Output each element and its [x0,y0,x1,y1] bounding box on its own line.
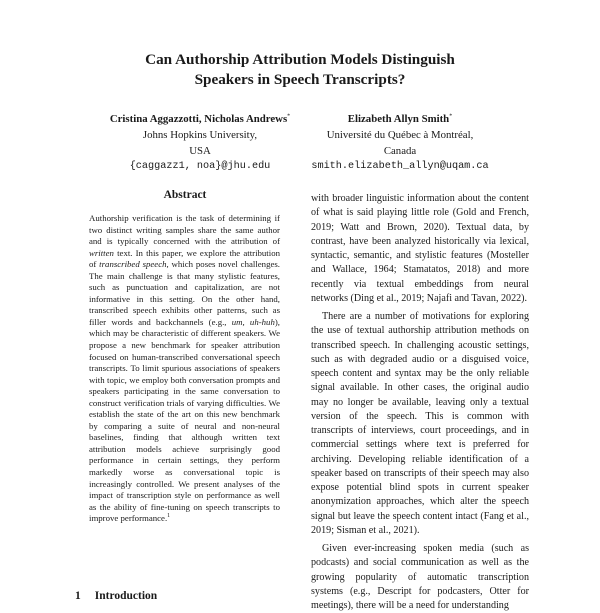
body-paragraph: Given ever-increasing spoken media (such as podcasts) and social communication as well as the growing popularity of automatic transcription systems (e.g., Descript for podcasters, Otter for meetings), there will be a need for understanding [311,543,529,611]
title-line-2: Speakers in Speech Transcripts? [194,71,406,88]
abstract-emphasis: um, uh-huh [231,316,275,327]
abstract-text: Authorship verification is the task of determining if two distinct writing samples share the same author and is typically concerned with the attribution of [89,213,280,247]
author-block-uqam [285,111,515,175]
author-country: Canada [383,145,417,157]
author-names-text: Cristina Aggazzotti, Nicholas Andrews [109,113,288,125]
abstract-text: text. In this paper, we explore the attribution of [89,247,280,270]
title-line-1: Can Authorship Attribution Models Distinguish [145,51,455,68]
body-paragraph: with broader linguistic information about the content of what is said playing little role (Gold and French, 2019; Watt and Brown, 2020). Textual data, by contrast, have been analyzed historically via lexical, syntactic, semantic, and stylistic features (Mosteller and Wallace, 1964; Stamatatos, 2018) and more recently via textual embeddings from neural networks (Ding et al., 2019; Najafi and Tavan, 2022). [311,193,529,304]
author-names [285,111,515,127]
abstract-body [89,213,280,525]
author-email[interactable]: {caggazz1, noa}@jhu.edu [129,161,271,172]
abstract-emphasis: transcribed speech [99,259,167,270]
author-affiliation: Université du Québec à Montréal, [326,129,474,141]
abstract-text: , which poses novel challenges. The main challenge is that many stylistic features, such as punctuation and capitalization, are not informative in this setting. On the other hand, transcribed speech exhibits other patterns, such as filler words and backchannels (e.g., [89,259,280,327]
right-column-body [311,192,529,613]
author-names [95,111,305,127]
body-paragraph: There are a number of motivations for exploring the use of textual authorship attribution methods on transcribed speech. In challenging acoustic settings, such as with degraded audio or a disguised voice, speech content and syntax may be the only reliable signal available. In other cases, the original audio may no longer be available, leaving only a textual version of the speech. This is common with transcripts of interviews, court proceedings, and in commercial settings where text is preferred for archiving. Developing reliable identification of a speaker based on transcripts of their speech may also expose potential blind spots in current speaker anonymization approaches, which alter the speech signal but leave the speech content intact (Fang et al., 2019; Sisman et al., 2021). [311,311,529,536]
paper-title [0,50,600,90]
author-mark: * [449,113,453,120]
abstract-text: ), which may be characteristic of different speakers. We propose a new benchmark for speaker attribution focused on human-transcribed conversational speech transcripts. To limit spurious associations of speakers with topic, we employ both conversation prompts and speakers participating in the same conversation to construct verification trials of varying difficulties. We establish the state of the art on this new benchmark by comparing a suite of neural and non-neural baselines, finding that although written text attribution models achieve surprisingly good performance in certain settings, they perform markedly worse as conversational topic is increasingly controlled. We present analyses of the impact of transcription style on performance as well as the ability of fine-tuning on speech transcripts to improve performance. [89,316,280,524]
abstract-heading: Abstract [163,189,207,201]
author-mark: * [287,113,291,120]
section-title: Introduction [94,590,158,602]
abstract-emphasis: written [89,247,114,258]
section-number: 1 [75,590,81,602]
footnote-mark[interactable]: 1 [167,513,171,520]
author-email[interactable]: smith.elizabeth_allyn@uqam.ca [311,161,489,172]
author-country: USA [189,145,211,157]
author-block-jhu [95,111,305,175]
section-heading [75,590,157,602]
author-names-text: Elizabeth Allyn Smith [347,113,450,125]
author-affiliation: Johns Hopkins University, [142,129,258,141]
